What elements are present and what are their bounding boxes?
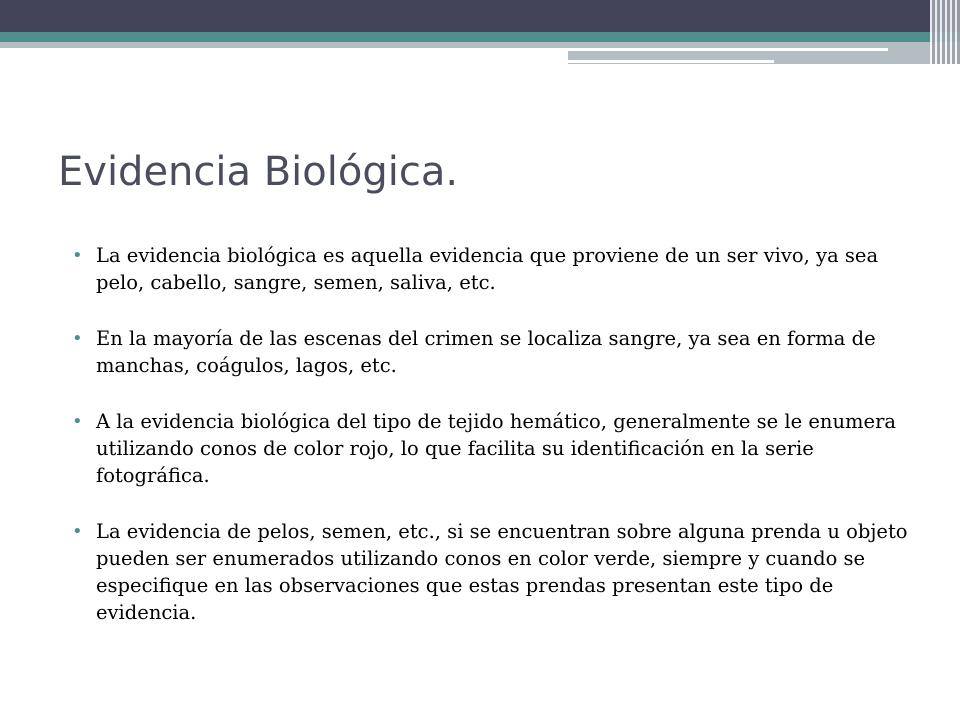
bullet-dot-icon: • bbox=[72, 411, 83, 432]
header-accent-line bbox=[568, 48, 888, 51]
bullet-item bbox=[72, 325, 912, 379]
header-dark-bar bbox=[0, 0, 960, 32]
header-accent-line-short bbox=[568, 60, 774, 63]
bullet-text: La evidencia biológica es aquella evidencia que proviene de un ser vivo, ya sea pelo, cabello, sangre, semen, saliva, etc. bbox=[96, 244, 879, 294]
header-stripes bbox=[930, 0, 960, 64]
bullet-list bbox=[72, 242, 912, 655]
bullet-text: La evidencia de pelos, semen, etc., si se encuentran sobre alguna prenda u objeto pueden ser enumerados utilizando conos en color verde, siempre y cuando se especifique en las observaciones que estas prendas presentan este tipo de evidencia. bbox=[96, 520, 908, 624]
bullet-item bbox=[72, 408, 912, 489]
slide-title: Evidencia Biológica. bbox=[58, 149, 459, 195]
bullet-item bbox=[72, 518, 912, 626]
bullet-item bbox=[72, 242, 912, 296]
bullet-text: A la evidencia biológica del tipo de tejido hemático, generalmente se le enumera utilizando conos de color rojo, lo que facilita su identificación en la serie fotográfica. bbox=[96, 410, 897, 487]
bullet-text: En la mayoría de las escenas del crimen se localiza sangre, ya sea en forma de manchas, coágulos, lagos, etc. bbox=[96, 327, 876, 377]
bullet-dot-icon: • bbox=[72, 521, 83, 542]
header-gray-band bbox=[0, 42, 568, 48]
bullet-dot-icon: • bbox=[72, 245, 83, 266]
bullet-dot-icon: • bbox=[72, 328, 83, 349]
header-teal-band bbox=[0, 32, 960, 42]
